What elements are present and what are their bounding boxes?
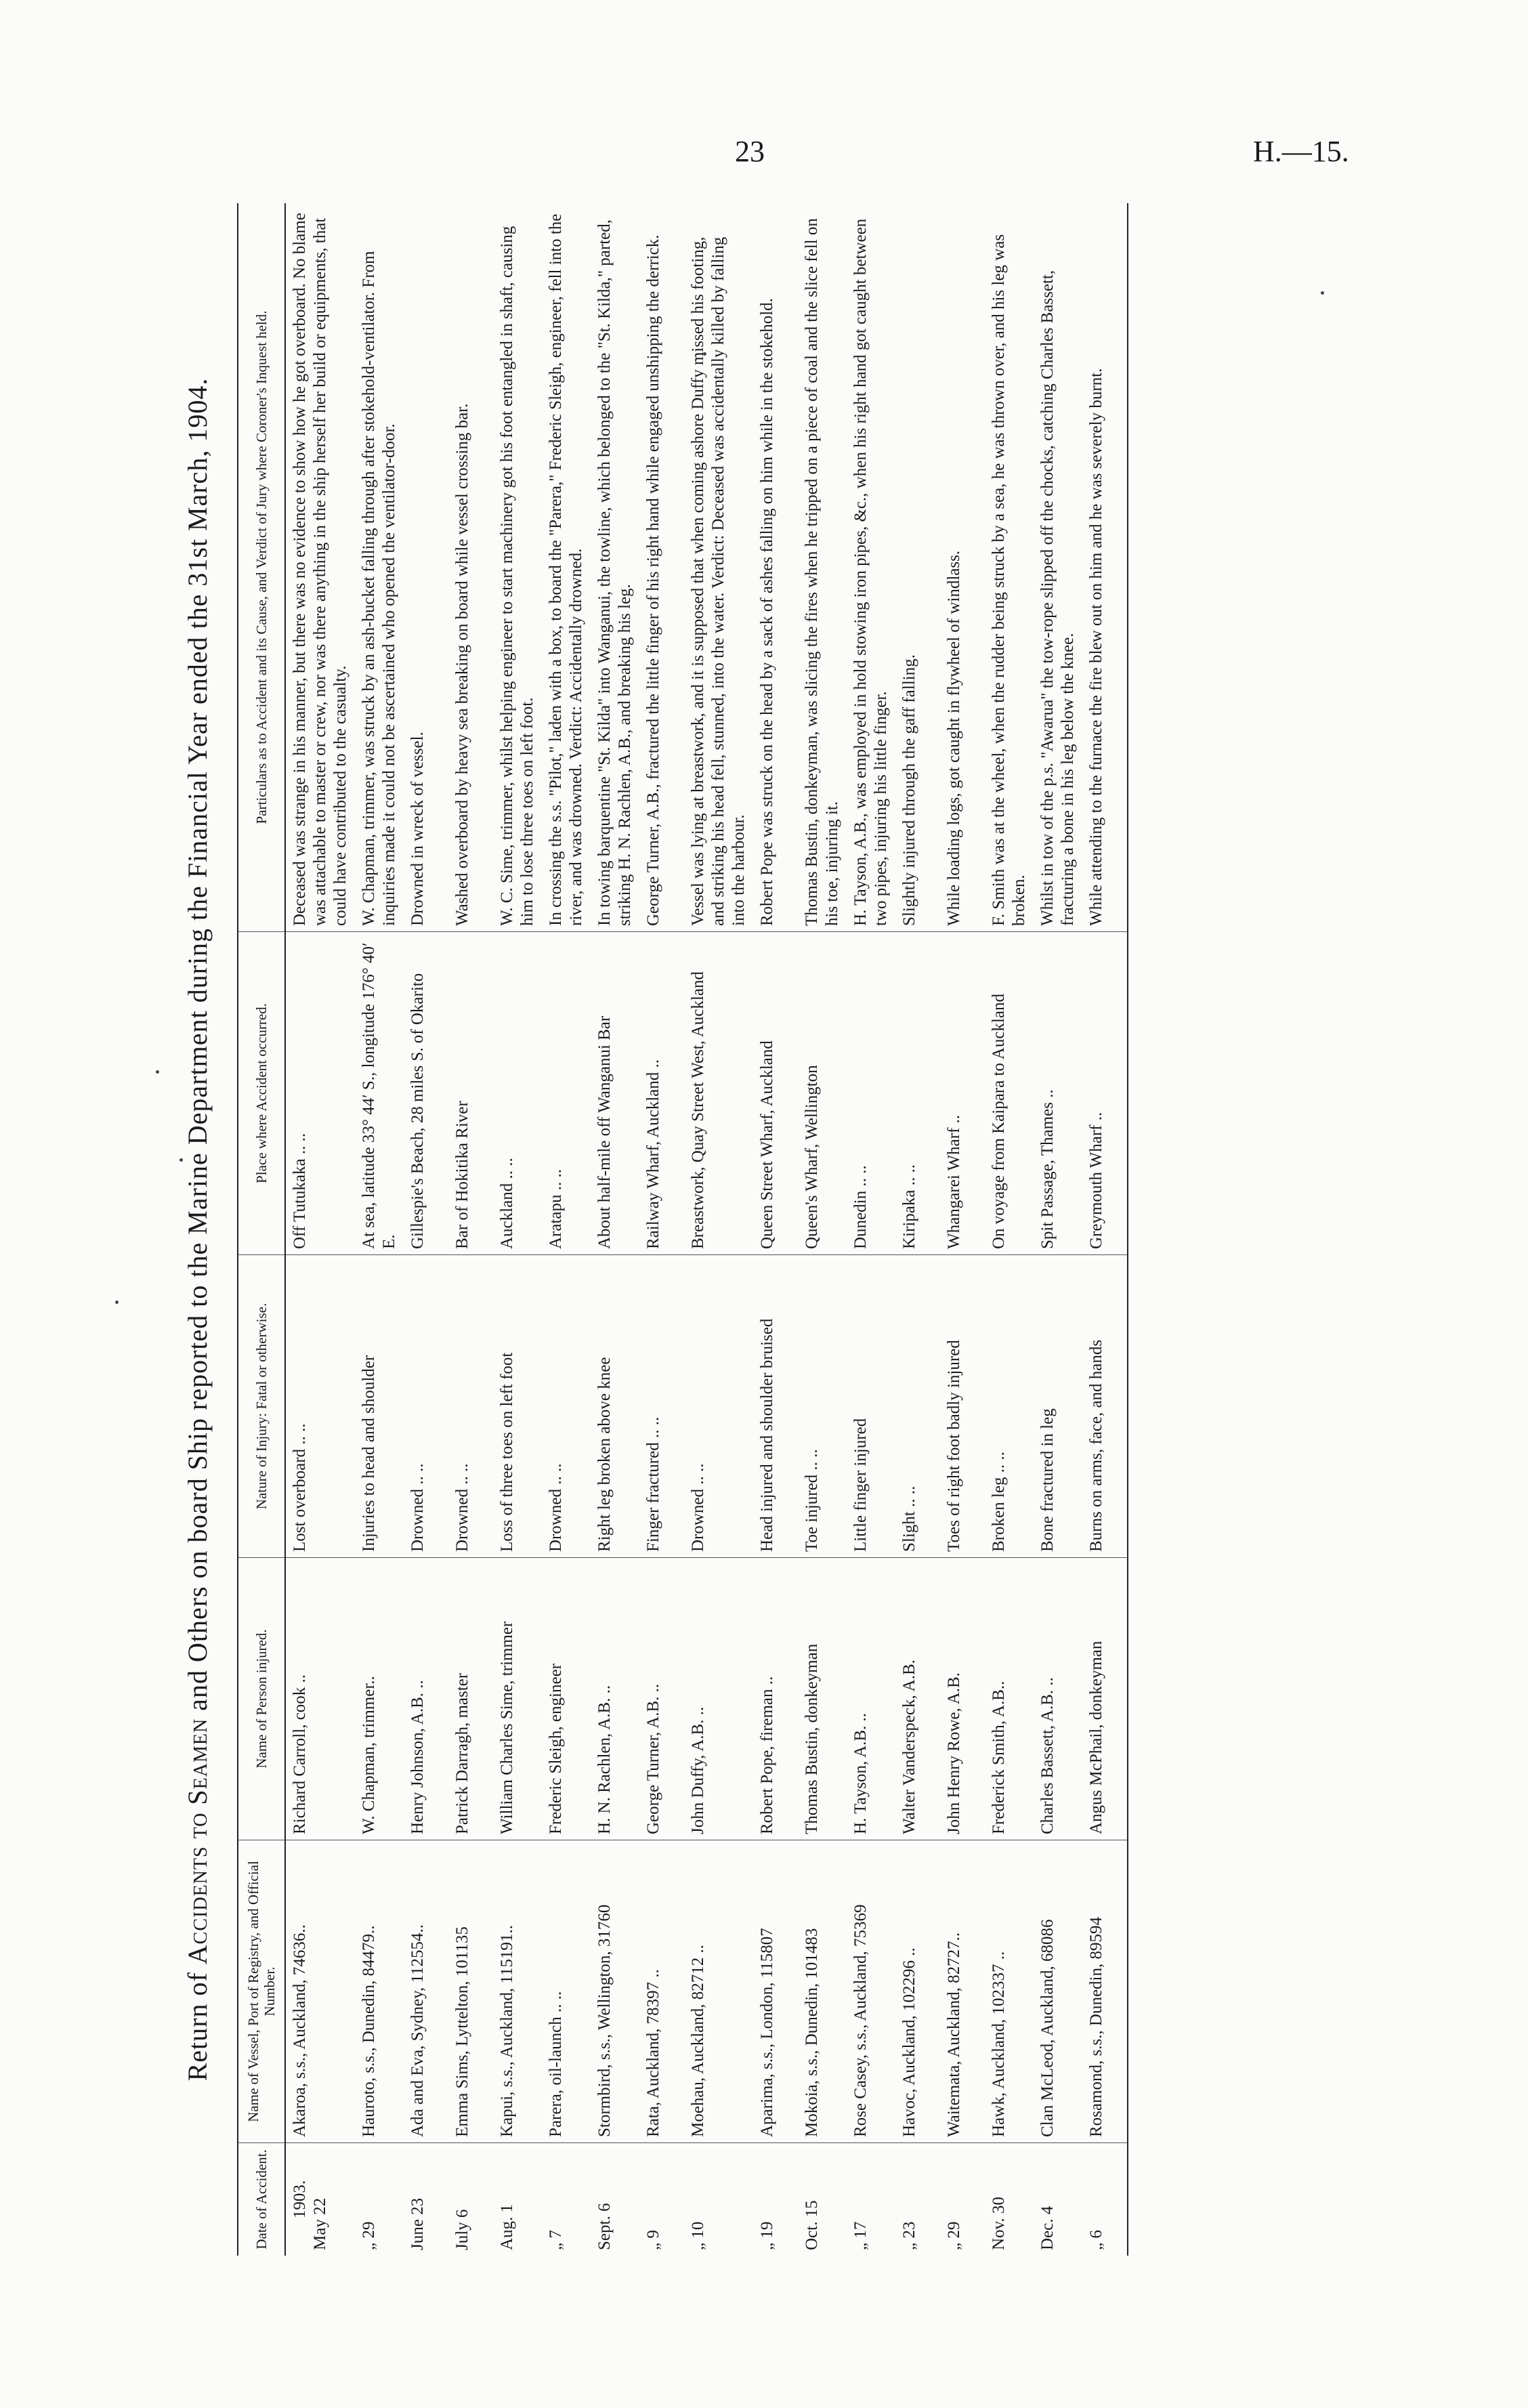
cell-particulars: F. Smith was at the wheel, when the rudder being struck by a sea, he was thrown over, and his leg was broken.	[985, 203, 1034, 932]
header-date: Date of Accident.	[238, 2143, 285, 2256]
cell-date: July 6	[453, 2209, 471, 2250]
cell-particulars: Robert Pope was struck on the head by a sack of ashes falling on him while in the stokehold.	[753, 203, 798, 932]
year-label: 1903.	[291, 2180, 309, 2219]
scan-speck	[115, 1301, 119, 1304]
cell-person: John Duffy, A.B. ..	[684, 1558, 753, 1840]
header-injury: Nature of Injury: Fatal or otherwise.	[238, 1255, 285, 1558]
table-row	[798, 203, 847, 2256]
cell-injury: Drowned .. ..	[684, 1255, 753, 1558]
cell-vessel: Hauroto, s.s., Dunedin, 84479..	[355, 1840, 404, 2143]
cell-injury: Right leg broken above knee	[591, 1255, 639, 1558]
cell-particulars: Slightly injured through the gaff falling.	[895, 203, 940, 932]
cell-vessel: Waitemata, Auckland, 82727..	[940, 1840, 985, 2143]
cell-place: Kiripaka .. ..	[895, 932, 940, 1255]
cell-particulars: H. Tayson, A.B., was employed in hold stowing iron pipes, &c., when his right hand got caught between two pipes, injuring his little finger.	[847, 203, 895, 932]
cell-injury: Slight .. ..	[895, 1255, 940, 1558]
cell-vessel: Emma Sims, Lyttelton, 101135	[448, 1840, 493, 2143]
cell-vessel: Aparima, s.s., London, 115807	[753, 1840, 798, 2143]
table-title-rest: and Others on board Ship reported to the Marine Department during the Financial Year ended the 31st March, 1904.	[182, 377, 213, 1718]
cell-vessel: Stormbird, s.s., Wellington, 31760	[591, 1840, 639, 2143]
cell-person: Charles Bassett, A.B. ..	[1034, 1558, 1082, 1840]
table-row	[1034, 203, 1082, 2256]
cell-place: Auckland .. ..	[493, 932, 542, 1255]
cell-date: „ 23	[900, 2221, 918, 2250]
cell-particulars: W. C. Sime, trimmer, whilst helping engineer to start machinery got his foot entangled in shaft, causing him to lose three toes on left foot.	[493, 203, 542, 932]
cell-date: June 23	[408, 2197, 427, 2250]
page-number: 23	[735, 135, 765, 168]
cell-date: Aug. 1	[498, 2203, 516, 2250]
table-row	[847, 203, 895, 2256]
cell-place: Queen's Wharf, Wellington	[798, 932, 847, 1255]
cell-injury: Little finger injured	[847, 1255, 895, 1558]
cell-date: Nov. 30	[990, 2197, 1008, 2250]
cell-injury: Head injured and shoulder bruised	[753, 1255, 798, 1558]
cell-particulars: Drowned in wreck of vessel.	[404, 203, 448, 932]
table-row	[895, 203, 940, 2256]
cell-injury: Drowned .. ..	[542, 1255, 591, 1558]
scan-speck	[1321, 291, 1324, 295]
table-row	[285, 203, 355, 2256]
table-row	[404, 203, 448, 2256]
cell-injury: Broken leg .. ..	[985, 1255, 1034, 1558]
cell-place: Dunedin .. ..	[847, 932, 895, 1255]
cell-vessel: Rata, Auckland, 78397 ..	[639, 1840, 684, 2143]
cell-vessel: Rose Casey, s.s., Auckland, 75369	[847, 1840, 895, 2143]
table-row	[639, 203, 684, 2256]
cell-date: „ 29	[360, 2221, 378, 2250]
cell-person: W. Chapman, trimmer..	[355, 1558, 404, 1840]
cell-place: Queen Street Wharf, Auckland	[753, 932, 798, 1255]
cell-particulars: George Turner, A.B., fractured the little finger of his right hand while engaged unshipping the derrick.	[639, 203, 684, 932]
cell-date: „ 29	[945, 2221, 963, 2250]
cell-person: Robert Pope, fireman ..	[753, 1558, 798, 1840]
cell-person: Henry Johnson, A.B. ..	[404, 1558, 448, 1840]
cell-place: Railway Wharf, Auckland ..	[639, 932, 684, 1255]
table-header-row	[238, 203, 285, 2256]
header-place: Place where Accident occurred.	[238, 932, 285, 1255]
table-body	[285, 203, 1128, 2256]
cell-place: Aratapu .. ..	[542, 932, 591, 1255]
cell-date: Dec. 4	[1038, 2205, 1057, 2250]
header-vessel: Name of Vessel, Port of Registry, and Official Number.	[238, 1840, 285, 2143]
cell-person: Thomas Bustin, donkeyman	[798, 1558, 847, 1840]
cell-injury: Loss of three toes on left foot	[493, 1255, 542, 1558]
cell-injury: Drowned .. ..	[404, 1255, 448, 1558]
cell-place: At sea, latitude 33° 44′ S., longitude 176° 40′ E.	[355, 932, 404, 1255]
table-row	[355, 203, 404, 2256]
cell-injury: Bone fractured in leg	[1034, 1255, 1082, 1558]
table-row	[940, 203, 985, 2256]
cell-particulars: In towing barquentine "St. Kilda" into Wanganui, the towline, which belonged to the "St. Kilda," parted, striking H. N. Rachlen, A.B., and breaking his leg.	[591, 203, 639, 932]
cell-particulars: Deceased was strange in his manner, but there was no evidence to show how he got overboard. No blame was attachable to master or crew, nor was there anything in the ship herself her build or equipments, that could have contributed to the casualty.	[285, 203, 355, 932]
table-row	[985, 203, 1034, 2256]
cell-particulars: Whilst in tow of the p.s. "Awarua" the tow-rope slipped off the chocks, catching Charles Bassett, fracturing a bone in his leg below the knee.	[1034, 203, 1082, 932]
scan-speck	[156, 1070, 159, 1074]
cell-vessel: Mokoia, s.s., Dunedin, 101483	[798, 1840, 847, 2143]
cell-place: Breastwork, Quay Street West, Auckland	[684, 932, 753, 1255]
table-row	[591, 203, 639, 2256]
cell-injury: Injuries to head and shoulder	[355, 1255, 404, 1558]
cell-date: „ 10	[689, 2221, 707, 2250]
cell-vessel: Havoc, Auckland, 102296 ..	[895, 1840, 940, 2143]
table-row	[753, 203, 798, 2256]
header-person: Name of Person injured.	[238, 1558, 285, 1840]
cell-date: Sept. 6	[595, 2203, 614, 2250]
accidents-table	[237, 203, 1128, 2256]
cell-vessel: Hawk, Auckland, 102337 ..	[985, 1840, 1034, 2143]
cell-date: „ 9	[644, 2230, 662, 2250]
cell-place: Whangarei Wharf ..	[940, 932, 985, 1255]
cell-particulars: W. Chapman, trimmer, was struck by an ash-bucket falling through after stokehold-ventilator. From inquiries made it could not be ascertained who opened the ventilator-door.	[355, 203, 404, 932]
page-code: H.—15.	[1253, 135, 1349, 168]
cell-place: About half-mile off Wanganui Bar	[591, 932, 639, 1255]
cell-date: „ 17	[851, 2221, 870, 2250]
cell-person: Angus McPhail, donkeyman	[1082, 1558, 1128, 1840]
date-value: May 22	[311, 2197, 329, 2250]
table-row	[493, 203, 542, 2256]
cell-vessel: Moehau, Auckland, 82712 ..	[684, 1840, 753, 2143]
cell-date	[285, 2143, 355, 2256]
table-row	[542, 203, 591, 2256]
cell-person: H. N. Rachlen, A.B. ..	[591, 1558, 639, 1840]
cell-vessel: Parera, oil-launch .. ..	[542, 1840, 591, 2143]
cell-vessel: Kapui, s.s., Auckland, 115191..	[493, 1840, 542, 2143]
cell-place: Off Tutukaka .. ..	[285, 932, 355, 1255]
cell-injury: Toe injured .. ..	[798, 1255, 847, 1558]
cell-injury: Drowned .. ..	[448, 1255, 493, 1558]
cell-vessel: Ada and Eva, Sydney, 112554..	[404, 1840, 448, 2143]
cell-person: Walter Vanderspeck, A.B.	[895, 1558, 940, 1840]
cell-particulars: While attending to the furnace the fire blew out on him and he was severely burnt.	[1082, 203, 1128, 932]
cell-particulars: Vessel was lying at breastwork, and it is supposed that when coming ashore Duffy missed his footing, and striking his head fell, stunned, into the water. Verdict: Deceased was accidentally killed by falling into the harbour.	[684, 203, 753, 932]
cell-vessel: Akaroa, s.s., Auckland, 74636..	[285, 1840, 355, 2143]
cell-injury: Toes of right foot badly injured	[940, 1255, 985, 1558]
cell-person: George Turner, A.B. ..	[639, 1558, 684, 1840]
cell-vessel: Clan McLeod, Auckland, 68086	[1034, 1840, 1082, 2143]
cell-person: John Henry Rowe, A.B.	[940, 1558, 985, 1840]
table-row	[684, 203, 753, 2256]
header-particulars: Particulars as to Accident and its Cause, and Verdict of Jury where Coroner's Inquest held.	[238, 203, 285, 932]
cell-place: Spit Passage, Thames ..	[1034, 932, 1082, 1255]
cell-vessel: Rosamond, s.s., Dunedin, 89594	[1082, 1840, 1128, 2143]
cell-date: „ 6	[1082, 2143, 1128, 2256]
cell-injury: Burns on arms, face, and hands	[1082, 1255, 1128, 1558]
cell-place: Bar of Hokitika River	[448, 932, 493, 1255]
cell-person: Frederic Sleigh, engineer	[542, 1558, 591, 1840]
cell-place: Greymouth Wharf ..	[1082, 932, 1128, 1255]
cell-person: William Charles Sime, trimmer	[493, 1558, 542, 1840]
cell-place: Gillespie's Beach, 28 miles S. of Okarito	[404, 932, 448, 1255]
rotated-table-region	[176, 203, 1300, 2256]
cell-person: Patrick Darragh, master	[448, 1558, 493, 1840]
cell-particulars: Washed overboard by heavy sea breaking on board while vessel crossing bar.	[448, 203, 493, 932]
cell-date: „ 7	[547, 2230, 565, 2250]
table-row	[1082, 203, 1128, 2256]
cell-injury: Lost overboard .. ..	[285, 1255, 355, 1558]
cell-person: H. Tayson, A.B. ..	[847, 1558, 895, 1840]
table-row	[448, 203, 493, 2256]
cell-particulars: In crossing the s.s. "Pilot," laden with a box, to board the "Parera," Frederic Sleigh, engineer, fell into the river, and was drowned. Verdict: Accidentally drowned.	[542, 203, 591, 932]
cell-particulars: Thomas Bustin, donkeyman, was slicing the fires when he tripped on a piece of coal and the slice fell on his toe, injuring it.	[798, 203, 847, 932]
cell-person: Frederick Smith, A.B..	[985, 1558, 1034, 1840]
cell-date: Oct. 15	[803, 2200, 821, 2250]
table-title	[182, 203, 213, 2256]
table-title-small-caps: Accidents to Seamen	[182, 1718, 213, 1965]
cell-particulars: While loading logs, got caught in flywheel of windlass.	[940, 203, 985, 932]
table-title-prefix: Return of	[182, 1964, 213, 2082]
cell-place: On voyage from Kaipara to Auckland	[985, 932, 1034, 1255]
cell-injury: Finger fractured .. ..	[639, 1255, 684, 1558]
cell-person: Richard Carroll, cook ..	[285, 1558, 355, 1840]
cell-date: „ 19	[758, 2221, 776, 2250]
